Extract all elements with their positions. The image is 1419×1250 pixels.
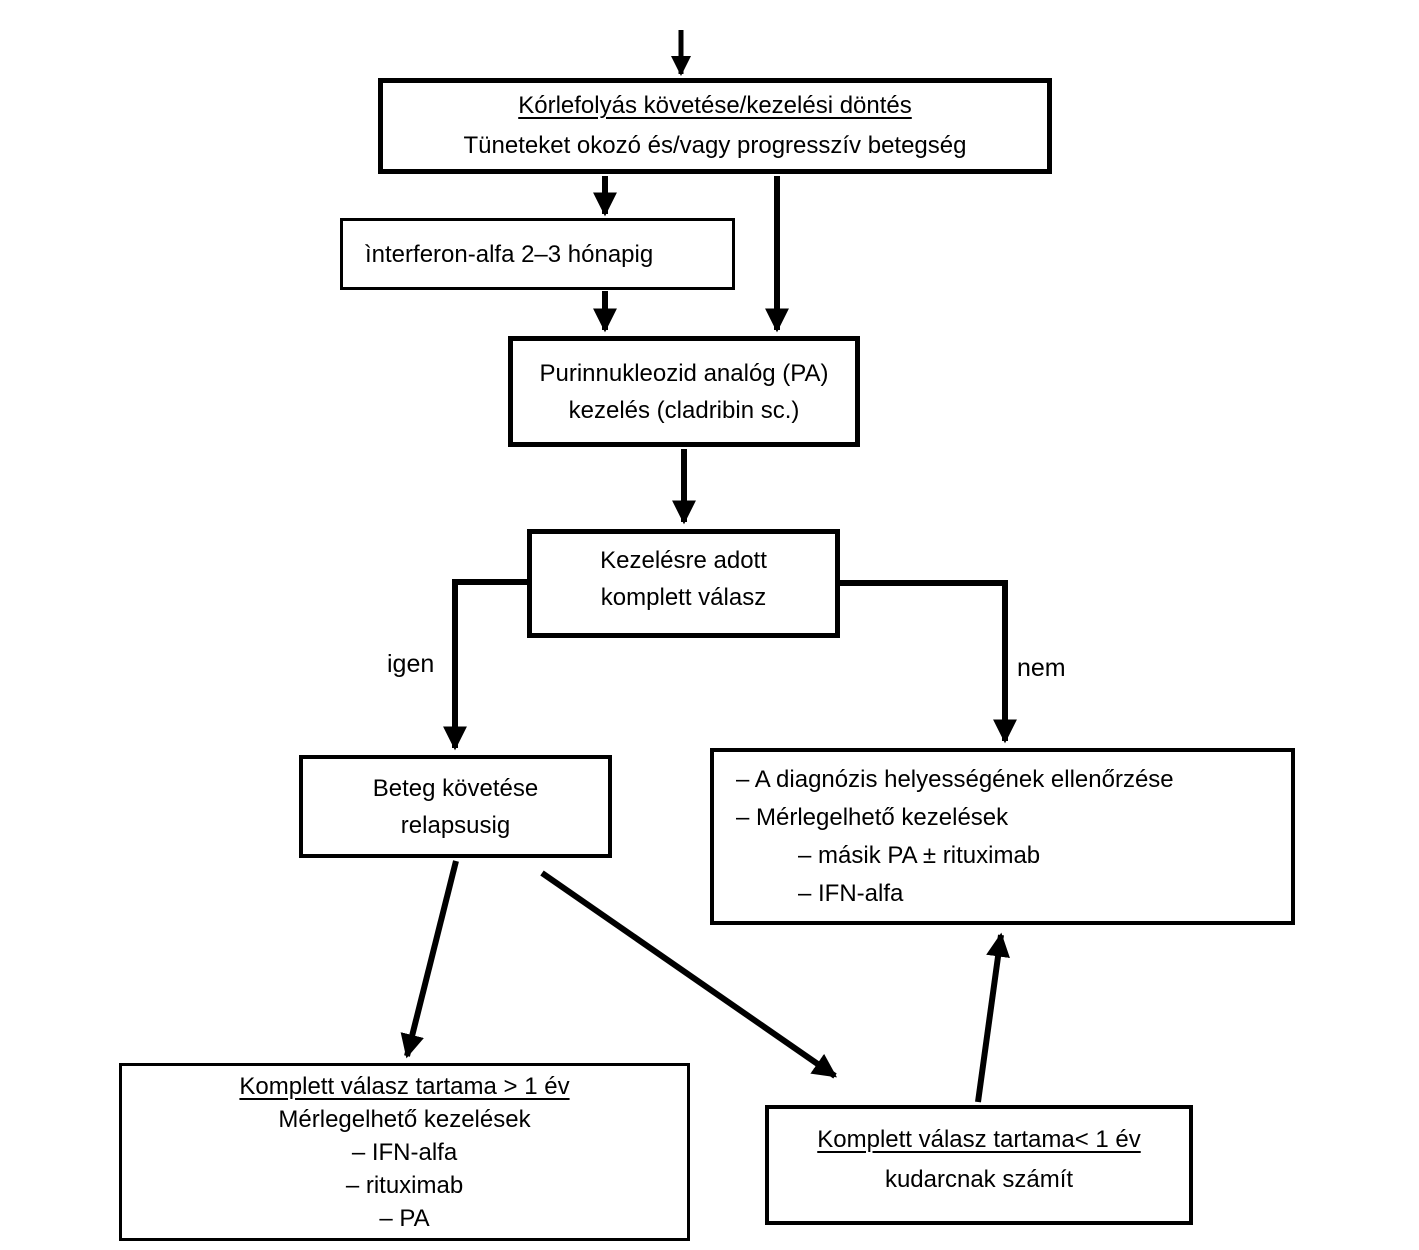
node-gt1y-line4: – rituximab	[345, 1171, 464, 1199]
node-follow-until-relapse	[299, 755, 612, 858]
node-purine-analog-treatment	[508, 336, 860, 447]
node-disease-course-decision-title: Kórlefolyás követése/kezelési döntés	[518, 92, 912, 119]
node-purine-analog-line2: kezelés (cladribin sc.)	[568, 396, 800, 424]
node-interferon-alfa-label: ìnterferon-alfa 2–3 hónapig	[365, 240, 654, 268]
node-follow-line2: relapsusig	[400, 811, 511, 839]
arrow-follow-to-gt1y	[407, 861, 456, 1056]
node-gt1y-line3: – IFN-alfa	[351, 1138, 458, 1166]
edge-label-no: nem	[1017, 654, 1066, 682]
node-response-duration-lt-1y	[765, 1105, 1193, 1225]
node-gt1y-line2: Mérlegelhető kezelések	[278, 1105, 531, 1133]
node-nonresponse-line2: – Mérlegelhető kezelések	[736, 803, 1009, 831]
arrow-response-yes	[455, 582, 529, 748]
node-purine-analog-line1: Purinnukleozid analóg (PA)	[539, 359, 829, 387]
node-complete-response	[527, 529, 840, 638]
node-nonresponse-line1: – A diagnózis helyességének ellenőrzése	[736, 765, 1174, 793]
node-nonresponse-line3: – másik PA ± rituximab	[798, 841, 1041, 869]
node-gt1y-title: Komplett válasz tartama > 1 év	[239, 1072, 570, 1100]
node-nonresponse-options	[710, 748, 1295, 925]
node-complete-response-line1: Kezelésre adott	[600, 546, 767, 574]
node-interferon-alfa	[340, 218, 735, 290]
edge-label-yes: igen	[387, 650, 435, 678]
node-response-duration-gt-1y	[119, 1063, 690, 1241]
node-complete-response-line2: komplett válasz	[600, 583, 767, 611]
arrow-lt1y-to-nonresponse	[978, 935, 1001, 1102]
node-lt1y-title: Komplett válasz tartama< 1 év	[817, 1126, 1141, 1153]
arrow-response-no	[838, 583, 1005, 741]
node-disease-course-decision-subtitle: Tüneteket okozó és/vagy progresszív betegség	[463, 132, 967, 159]
node-nonresponse-line4: – IFN-alfa	[798, 879, 904, 907]
node-gt1y-line5: – PA	[379, 1204, 430, 1232]
node-lt1y-line2: kudarcnak számít	[884, 1166, 1074, 1193]
node-follow-line1: Beteg követése	[372, 774, 539, 802]
node-disease-course-decision	[378, 78, 1052, 174]
